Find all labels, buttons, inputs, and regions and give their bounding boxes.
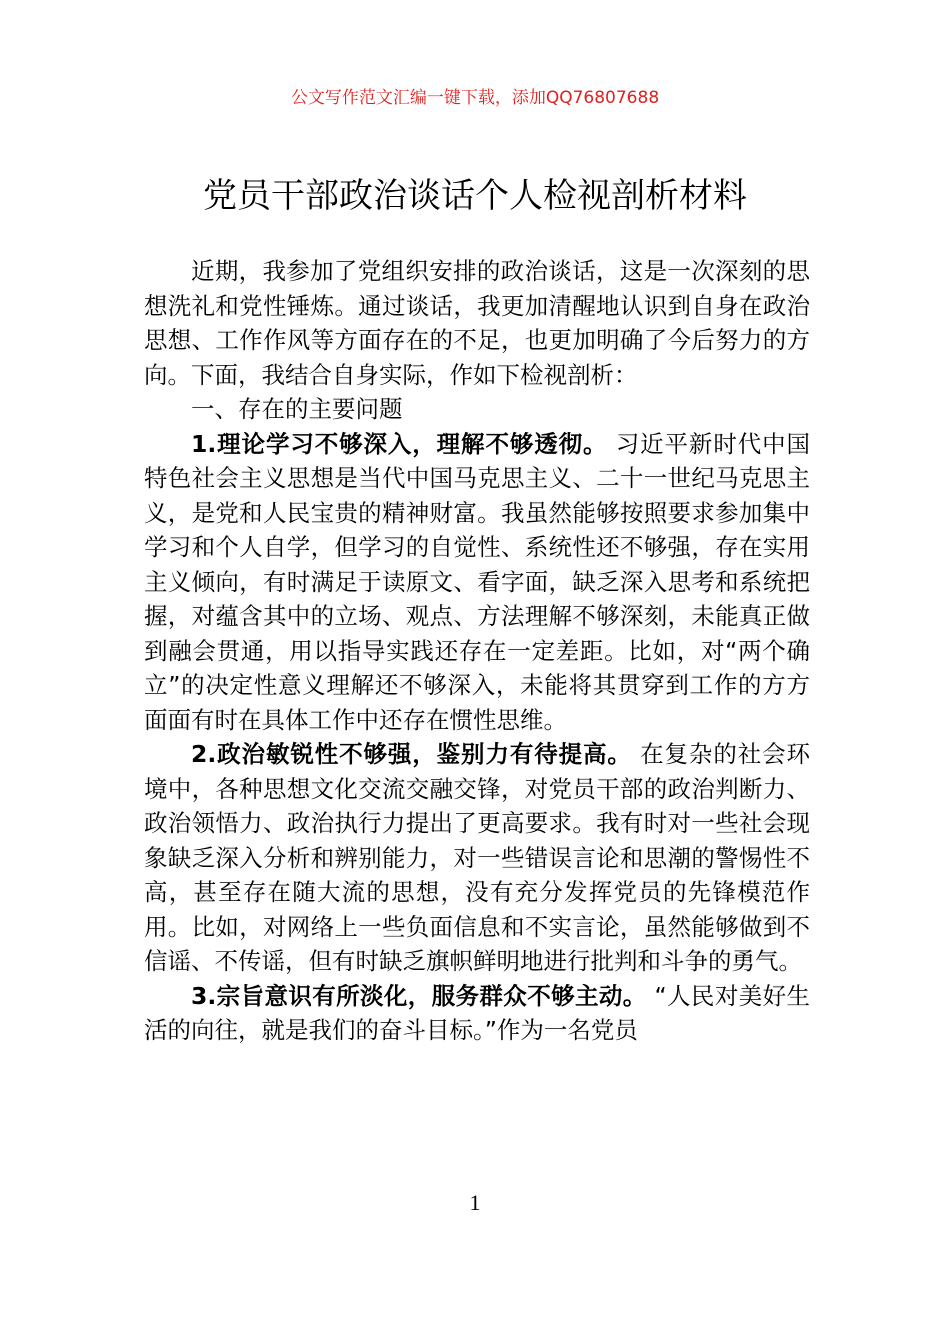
problem-item-1-lead: 1.理论学习不够深入，理解不够透彻。 bbox=[191, 429, 608, 458]
problem-item-3-text: “人民对美好生活的向往，就是我们的奋斗目标。”作为一名党员 bbox=[144, 981, 810, 1044]
problem-item-1-text: 习近平新时代中国特色社会主义思想是当代中国马克思主义、二十一世纪马克思主义，是党和人民宝贵的精神财富。我虽然能够按照要求参加集中学习和个人自学，但学习的自觉性、系统性还不够强，存在实用主义倾向，有时满足于读原文、看字面，缺乏深入思考和系统把握，对蕴含其中的立场、观点、方法理解不够深刻，未能真正做到融会贯通，用以指导实践还存在一定差距。比如，对“两个确立”的决定性意义理解还不够深入，未能将其贯穿到工作的方方面面有时在具体工作中还存在惯性思维。 bbox=[144, 429, 810, 734]
problem-item-1 bbox=[144, 427, 810, 738]
problem-item-2-lead: 2.政治敏锐性不够强，鉴别力有待提高。 bbox=[191, 740, 632, 768]
intro-paragraph: 近期，我参加了党组织安排的政治谈话，这是一次深刻的思想洗礼和党性锤炼。通过谈话，我更加清醒地认识到自身在政治思想、工作作风等方面存在的不足，也更加明确了今后努力的方向。下面，我结合自身实际，作如下检视剖析： bbox=[144, 257, 810, 389]
document-title: 党员干部政治谈话个人检视剖析材料 bbox=[203, 176, 747, 216]
problem-item-2-text: 在复杂的社会环境中，各种思想文化交流交融交锋，对党员干部的政治判断力、政治领悟力、政治执行力提出了更高要求。我有时对一些社会现象缺乏深入分析和辨别能力，对一些错误言论和思潮的警惕性不高，甚至存在随大流的思想，没有充分发挥党员的先锋模范作用。比如，对网络上一些负面信息和不实言论，虽然能够做到不信谣、不传谣，但有时缺乏旗帜鲜明地进行批判和斗争的勇气。 bbox=[144, 740, 810, 975]
problem-item-3 bbox=[144, 979, 810, 1048]
section-heading: 一、存在的主要问题 bbox=[191, 395, 403, 423]
page-number: 1 bbox=[469, 1190, 481, 1215]
problem-item-2 bbox=[144, 737, 810, 979]
document-body bbox=[144, 254, 810, 1048]
problem-item-3-lead: 3.宗旨意识有所淡化，服务群众不够主动。 bbox=[191, 981, 647, 1010]
header-note: 公文写作范文汇编一键下载，添加QQ76807688 bbox=[290, 88, 660, 108]
